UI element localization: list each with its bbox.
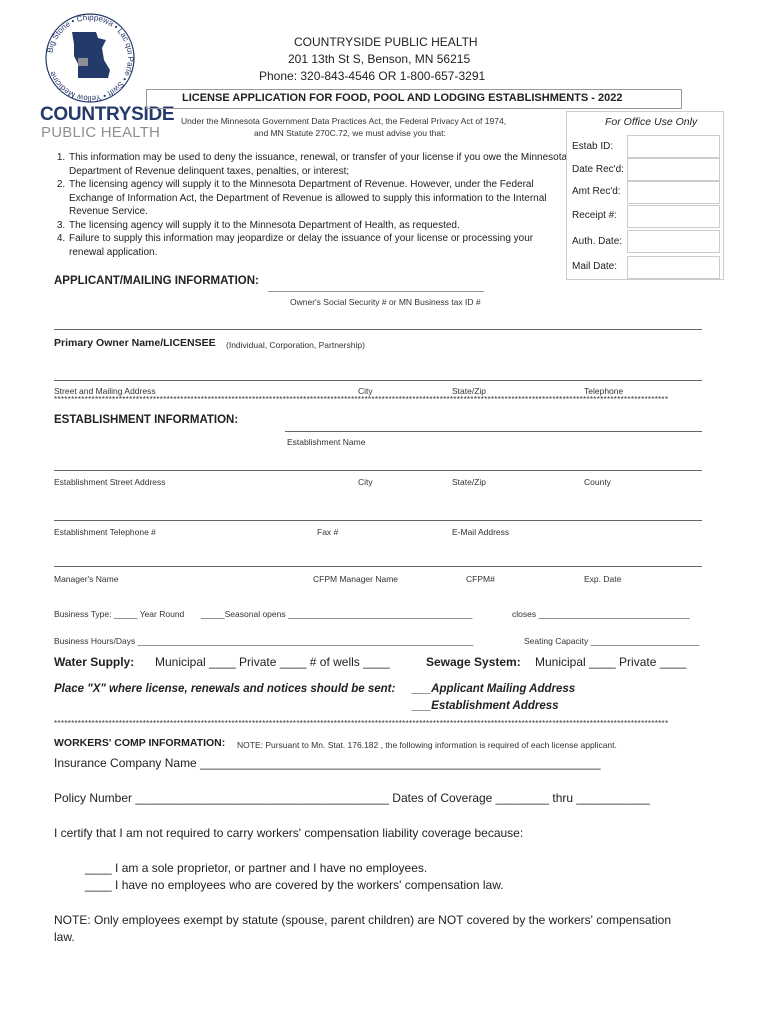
amt-recd-label: Amt Rec'd: (572, 186, 621, 197)
owner-line[interactable] (54, 329, 702, 330)
org-phone: Phone: 320-843-4546 OR 1-800-657-3291 (259, 69, 486, 83)
establishment-name-line[interactable] (285, 431, 702, 432)
auth-date-field[interactable] (627, 230, 720, 253)
workers-comp-note: NOTE: Pursuant to Mn. Stat. 176.182 , the following information is required of each license applicant. (237, 740, 617, 750)
amt-recd-field[interactable] (627, 181, 720, 204)
privacy-item-2: 2. The licensing agency will supply it to the Minnesota Department of Revenue. However, under the Federal Exchange of Information Act, the Department of Revenue is allowed to supply this information to the Internal Revenue Service. (68, 178, 568, 219)
org-address: 201 13th St S, Benson, MN 56215 (288, 52, 471, 66)
insurance-company[interactable]: Insurance Company Name ____________________________________________________________ (54, 756, 601, 770)
privacy-item-4: 4. Failure to supply this information may jeopardize or delay the issuance of your license or processing your renewal application. (68, 232, 568, 259)
policy-number[interactable]: Policy Number ______________________________________ Dates of Coverage ________ thru ___________ (54, 791, 650, 805)
establishment-county-label: County (584, 477, 611, 487)
mailing-prompt: Place "X" where license, renewals and notices should be sent: (54, 683, 396, 695)
privacy-intro-1: Under the Minnesota Government Data Practices Act, the Federal Privacy Act of 1974, (181, 116, 507, 126)
establishment-telephone-label: Establishment Telephone # (54, 527, 156, 537)
mail-date-label: Mail Date: (572, 261, 618, 272)
separator-1: ************************************************************************************************************************************************************************************ (54, 395, 669, 404)
privacy-list (54, 151, 568, 259)
mailing-option-establishment[interactable]: ___Establishment Address (412, 700, 559, 712)
sewage-system-options[interactable]: Municipal ____ Private ____ (535, 655, 687, 669)
certify-option-sole-proprietor[interactable]: ____ I am a sole proprietor, or partner and I have no employees. (85, 861, 428, 875)
logo-ring-text: Big Stone • Chippewa • Lac qui Parle • Swift • Yellow Medicine (45, 12, 136, 104)
logo (38, 8, 175, 144)
email-label: E-Mail Address (452, 527, 510, 537)
seasonal-opens[interactable]: _____Seasonal opens _______________________________________ (201, 609, 473, 619)
sewage-system-label: Sewage System: (426, 655, 521, 669)
manager-line[interactable] (54, 566, 702, 567)
owner-label: Primary Owner Name/LICENSEE (54, 337, 216, 349)
establishment-state-zip-label: State/Zip (452, 477, 487, 487)
logo-seal-icon (38, 8, 148, 108)
establishment-name-label: Establishment Name (287, 437, 366, 447)
final-note-line-1: NOTE: Only employees exempt by statute (spouse, parent children) are NOT covered by the workers' compensation (54, 913, 672, 927)
business-type[interactable]: Business Type: _____ Year Round (54, 609, 185, 619)
final-note-line-2: law. (54, 930, 75, 944)
privacy-intro-2: and MN Statute 270C.72, we must advise you that: (254, 128, 446, 138)
cfpm-manager-label: CFPM Manager Name (313, 574, 399, 584)
certify-statement: I certify that I am not required to carry workers' compensation liability coverage because: (54, 826, 524, 840)
city-label: City (358, 386, 373, 396)
establishment-heading: ESTABLISHMENT INFORMATION: (54, 414, 239, 426)
receipt-label: Receipt #: (572, 210, 618, 221)
exp-date-label: Exp. Date (584, 574, 622, 584)
date-recd-field[interactable] (627, 158, 720, 181)
ssn-line[interactable] (268, 291, 484, 292)
privacy-item-1: 1. This information may be used to deny the issuance, renewal, or transfer of your license if you owe the Minnesota Department of Revenue delinquent taxes, penalties, or interest; (68, 151, 568, 178)
estab-id-label: Estab ID: (572, 141, 614, 152)
business-hours[interactable]: Business Hours/Days _______________________________________________________________________ (54, 636, 474, 646)
establishment-street-label: Establishment Street Address (54, 477, 166, 487)
water-supply-label: Water Supply: (54, 655, 135, 669)
auth-date-label: Auth. Date: (572, 236, 623, 247)
address-line[interactable] (54, 380, 702, 381)
receipt-field[interactable] (627, 205, 720, 228)
ssn-label: Owner's Social Security # or MN Business tax ID # (290, 297, 481, 307)
applicant-heading: APPLICANT/MAILING INFORMATION: (54, 275, 259, 287)
manager-label: Manager's Name (54, 574, 119, 584)
fax-label: Fax # (317, 527, 339, 537)
seasonal-closes[interactable]: closes ________________________________ (512, 609, 690, 619)
street-label: Street and Mailing Address (54, 386, 156, 396)
logo-word-countryside: COUNTRYSIDE (40, 104, 175, 125)
separator-2: ************************************************************************************************************************************************************************************ (54, 719, 669, 728)
form-title: LICENSE APPLICATION FOR FOOD, POOL AND LODGING ESTABLISHMENTS - 2022 (182, 92, 623, 104)
mailing-option-applicant[interactable]: ___Applicant Mailing Address (412, 683, 576, 695)
owner-hint: (Individual, Corporation, Partnership) (226, 340, 365, 350)
cfpm-number-label: CFPM# (466, 574, 495, 584)
org-name: COUNTRYSIDE PUBLIC HEALTH (294, 35, 478, 49)
establishment-address-line[interactable] (54, 470, 702, 471)
state-zip-label: State/Zip (452, 386, 487, 396)
date-recd-label: Date Rec'd: (572, 164, 624, 175)
establishment-contact-line[interactable] (54, 520, 702, 521)
seating-capacity[interactable]: Seating Capacity _______________________ (524, 636, 700, 646)
certify-option-no-employees[interactable]: ____ I have no employees who are covered by the workers' compensation law. (85, 878, 504, 892)
office-use-title: For Office Use Only (605, 116, 698, 128)
mail-date-field[interactable] (627, 256, 720, 279)
water-supply-options[interactable]: Municipal ____ Private ____ # of wells ____ (155, 655, 390, 669)
establishment-city-label: City (358, 477, 373, 487)
workers-comp-heading: WORKERS' COMP INFORMATION: (54, 737, 226, 749)
estab-id-field[interactable] (627, 135, 720, 158)
logo-word-public-health: PUBLIC HEALTH (41, 124, 161, 141)
telephone-label: Telephone (584, 386, 624, 396)
privacy-item-3: 3. The licensing agency will supply it to the Minnesota Department of Health, as requested. (68, 219, 568, 233)
